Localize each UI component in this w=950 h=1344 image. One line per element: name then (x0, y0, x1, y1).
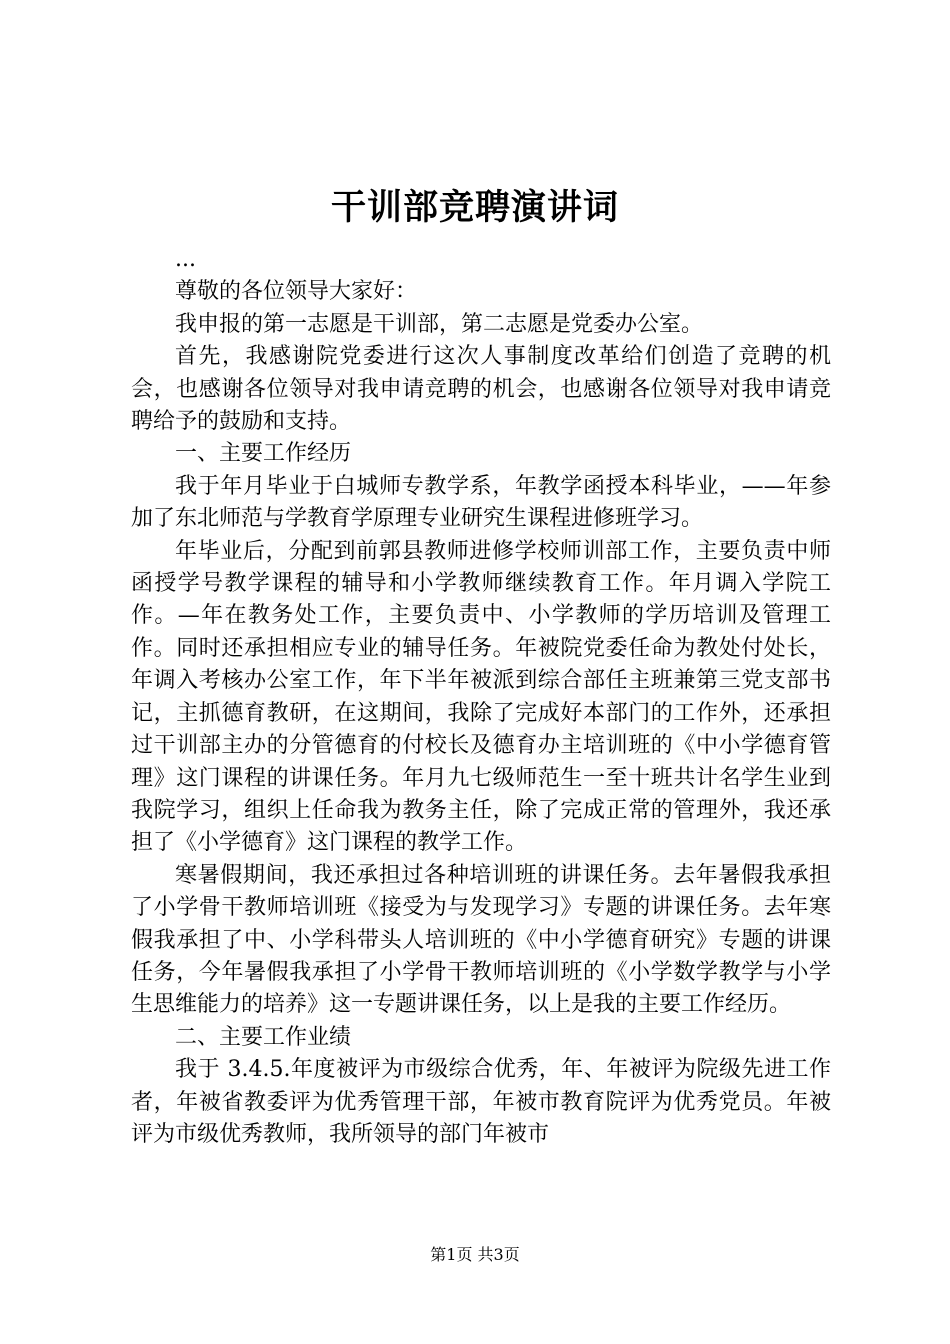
paragraph-education: 我于年月毕业于白城师专教学系，年教学函授本科毕业，——年参加了东北师范与学教育学原理专业研究生课程进修班学习。 (131, 473, 831, 532)
document-body (131, 244, 831, 1151)
page-title: 干训部竞聘演讲词 (330, 187, 619, 228)
paragraph-preferences: 我申报的第一志愿是干训部，第二志愿是党委办公室。 (175, 311, 704, 337)
paragraph-ellipsis: ... (175, 247, 196, 272)
paragraph-career: 年毕业后，分配到前郭县教师进修学校师训部工作，主要负责中师函授学号教学课程的辅导和小学教师继续教育工作。年月调入学院工作。—年在教务处工作，主要负责中、小学教师的学历培训及管理工作。同时还承担相应专业的辅导任务。年被院党委任命为教处付处长，年调入考核办公室工作，年下半年被派到综合部任主班兼第三党支部书记，主抓德育教研，在这期间，我除了完成好本部门的工作外，还承担过干训部主办的分管德育的付校长及德育办主培训班的《中小学德育管理》这门课程的讲课任务。年月九七级师范生一至十班共计名学生业到我院学习，组织上任命我为教务主任，除了完成正常的管理外，我还承担了《小学德育》这门课程的教学工作。 (131, 538, 831, 856)
paragraph-thanks: 首先，我感谢院党委进行这次人事制度改革给们创造了竞聘的机会，也感谢各位领导对我申请竞聘的机会，也感谢各位领导对我申请竞聘给予的鼓励和支持。 (131, 344, 831, 435)
paragraph-greeting: 尊敬的各位领导大家好： (175, 279, 418, 305)
page-footer: 第1页 共3页 (430, 1245, 520, 1264)
section-heading-achievements: 二、主要工作业绩 (175, 1024, 352, 1050)
section-heading-work-experience: 一、主要工作经历 (175, 441, 352, 467)
paragraph-teaching: 寒暑假期间，我还承担过各种培训班的讲课任务。去年暑假我承担了小学骨干教师培训班《接受为与发现学习》专题的讲课任务。去年寒假我承担了中、小学科带头人培训班的《中小学德育研究》专题的讲课任务，今年暑假我承担了小学骨干教师培训班的《小学数学教学与小学生思维能力的培养》这一专题讲课任务，以上是我的主要工作经历。 (131, 862, 831, 1018)
paragraph-awards: 我于 3.4.5.年度被评为市级综合优秀，年、年被评为院级先进工作者，年被省教委评为优秀管理干部，年被市教育院评为优秀党员。年被评为市级优秀教师，我所领导的部门年被市 (131, 1057, 831, 1147)
